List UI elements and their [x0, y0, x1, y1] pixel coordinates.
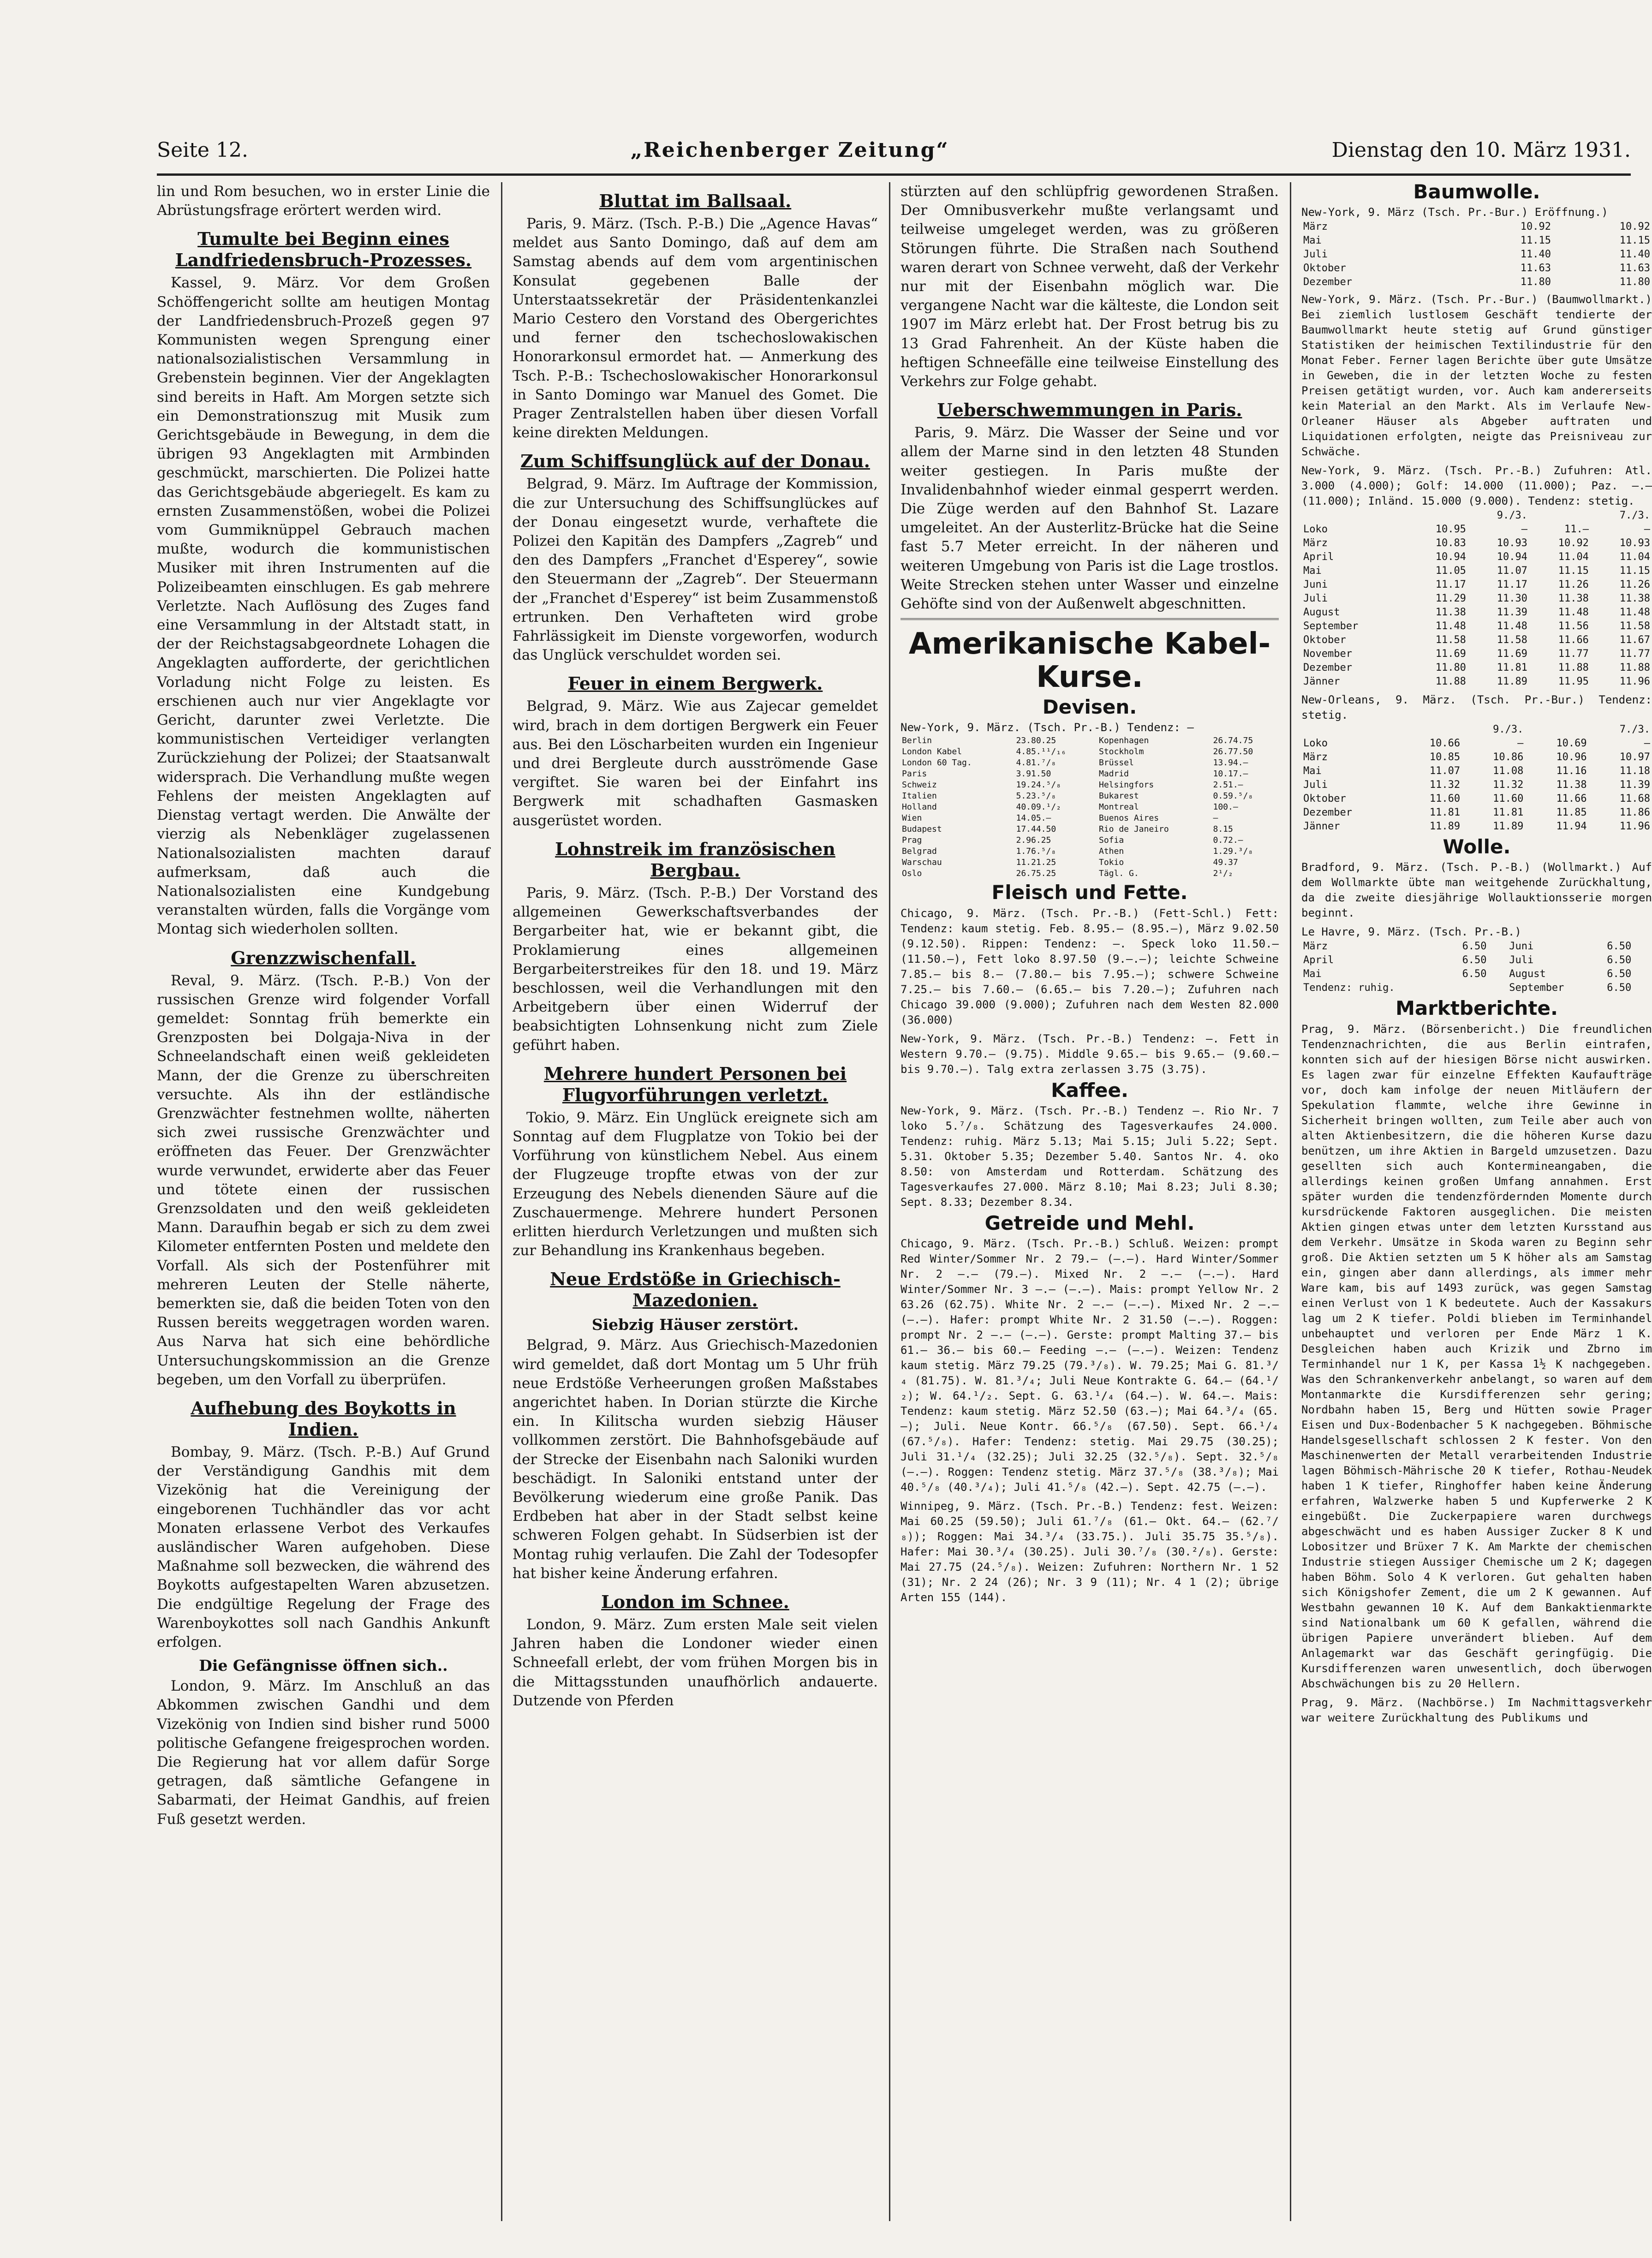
article-body: Kassel, 9. März. Vor dem Großen Schöffengericht sollte am heutigen Montag der Landfriedensbruch-Prozeß gegen 97 Kommunisten wegen Sprengung einer nationalsozialistischen Versammlung in Grebenstein beginnen. Vier der Angeklagten sind bereits in Haft. Am Morgen setzte sich ein Demonstrationszug mit Musik zum Gerichtsgebäude in Bewegung, in dem die übrigen 93 Angeklagten mit Armbinden geschmückt, marschierten. Die Polizei hatte das Gerichtsgebäude abgeriegelt. Es kam zu ernsten Zusammenstößen, wobei die Polizei vom Gummiknüppel Gebrauch machen mußte, wodurch die kommunistischen Musiker mit ihren Instrumenten auf die Polizeibeamten einschlugen. Es gab mehrere Verletzte. Nach Auflösung des Zuges fand eine Versammlung in der Altstadt statt, in der der Reichstagsabgeordnete Lohagen die Angeklagten aufforderte, der gerichtlichen Vorladung nicht Folge zu leisten. Es erschienen auch nur vier Angeklagte vor Gericht, darunter zwei Verletzte. Die kommunistischen Verteidiger verlangten Zurückziehung der Polizei; der Staatsanwalt widersprach. Die Verhandlung mußte wegen Fehlens der meisten Angeklagten auf Dienstag vertagt werden. Die Anwälte der vierzig als Nebenkläger zugelassenen Nationalsozialisten machten darauf aufmerksam, daß auch die Nationalsozialisten eine Kundgebung veranstalten würden, falls die Vorgänge vom Montag sich wiederholen sollten.: [157, 274, 490, 938]
section-title: Baumwolle.: [1413, 180, 1540, 203]
article-body: Tokio, 9. März. Ein Unglück ereignete sich am Sonntag auf dem Flugplatze von Tokio bei der Vorführung von künstlichem Nebel. Aus einem der Flugzeuge tropfte etwas von der zur Erzeugung des Nebels dienenden Säure auf die Zuschauermenge. Mehrere hundert Personen erlitten hierdurch Verletzungen und mußten sich zur Behandlung ins Krankenhaus begeben.: [513, 1109, 878, 1259]
table-cell: Oktober: [1303, 793, 1346, 805]
quote-text: New-York, 9. März. (Tsch. Pr.-B.) Zufuhren: Atl. 3.000 (4.000); Golf: 14.000 (11.000); Paz. —.— (11.000); Inländ. 15.000 (9.000). Tendenz: stetig.: [1301, 464, 1652, 508]
table-row: [901, 857, 1279, 868]
table-cell: 49.37: [1213, 858, 1238, 868]
table-cell: 11.15: [1619, 235, 1650, 247]
date-col: 7./3.: [1619, 724, 1650, 736]
table-row: [1301, 806, 1652, 820]
table-row: [901, 791, 1279, 802]
table-cell: 11.81: [1429, 807, 1461, 819]
table-row: [1301, 234, 1652, 248]
table-cell: 11.80: [1520, 276, 1551, 288]
quote-text: Chicago, 9. März. (Tsch. Pr.-B.) Schluß. Weizen: prompt Red Winter/Sommer Nr. 2 79.— (—.—). Hard Winter/Sommer Nr. 2 —.— (79.—). Mixed Nr. 2 —.— (—.—). Hard Winter/Sommer Nr. 3 —.— (—.—). Mais: prompt Yellow Nr. 2 63.26 (62.75). White Nr. 2 —.— (—.—). Mixed Nr. 2 —.— (—.—). Hafer: prompt White Nr. 2 31.50 (—.—). Roggen: prompt Nr. 2 —.— (—.—). Gerste: prompt Malting 37.— bis 61.— 36.— bis 60.— Feeding —.— (—.—). Weizen: Tendenz kaum stetig. März 79.25 (79.³/₈). W. 79.25; Mai G. 81.³/₄ (81.75). W. 81.³/₄; Juli Neue Kontrakte G. 64.— (64.¹/₂); W. 64.¹/₂. Sept. G. 63.¹/₄ (64.—). W. 64.—. Mais: Tendenz: kaum stetig. März 52.50 (63.—); Mai 64.³/₄ (65.—); Juli. Neue Kontr. 66.⁵/₈ (67.50). Sept. 66.¹/₄ (67.⁵/₈). Hafer: Tendenz: stetig. Mai 29.75 (30.25); Juli 31.¹/₄ (32.25); Juli 32.25 (32.⁵/₈). Sept. 32.⁵/₈ (—.—). Roggen: Tendenz stetig. März 37.⁵/₈ (38.³/₈); Mai 40.⁵/₈ (40.³/₄); Juli 41.⁵/₈ (42.—). Sept. 42.75 (—.—).: [901, 1237, 1279, 1494]
table-cell: 10.92: [1558, 537, 1589, 549]
table-cell: 10.92: [1619, 221, 1650, 233]
table-cell: 11.96: [1619, 821, 1650, 833]
table-row: [1301, 675, 1652, 689]
table-row: [1301, 751, 1652, 764]
table-cell: Tägl. G.: [1098, 869, 1139, 879]
table-cell: 11.17: [1435, 579, 1466, 591]
table-cell: Mai: [1303, 235, 1322, 247]
table-cell: 11.88: [1435, 676, 1466, 688]
table-cell: Dezember: [1303, 662, 1352, 674]
table-cell: 11.80: [1435, 662, 1466, 674]
table-cell: 11.15: [1520, 235, 1551, 247]
table-row: [1301, 262, 1652, 275]
table-row: [901, 868, 1279, 879]
table-cell: Juli: [1303, 779, 1328, 791]
table-cell: 1.29.³/₈: [1213, 846, 1253, 857]
table-cell: 11.15: [1558, 565, 1589, 577]
table-cell: September: [1509, 982, 1564, 994]
article-body: Belgrad, 9. März. Im Auftrage der Kommission, die zur Untersuchung des Schiffsunglückes auf der Donau eingesetzt wurde, verhaftete die Polizei den Kapitän des Dampfers „Zagreb“ und den des Dampfers „Franchet d'Esperey“, sowie den Steuermann der „Zagreb“. Der Steuermann der „Franchet d'Esperey“ ist beim Zusammenstoß ertrunken. Den Verhafteten wird grobe Fahrlässigkeit im Dienste vorgeworfen, wodurch das Unglück verschuldet worden sei.: [513, 476, 878, 664]
table-cell: 11.—: [1564, 524, 1589, 536]
table-cell: Loko: [1303, 524, 1328, 536]
section-title: Wolle.: [1443, 835, 1511, 858]
section-subtitle: Getreide und Mehl.: [984, 1211, 1195, 1234]
table-cell: 26.77.50: [1213, 747, 1253, 757]
table-cell: 11.38: [1558, 593, 1589, 605]
table-cell: November: [1303, 648, 1352, 660]
table-cell: 11.29: [1435, 593, 1466, 605]
table-row: [901, 846, 1279, 857]
table-cell: 10.94: [1435, 551, 1466, 563]
table-cell: Berlin: [902, 736, 932, 746]
article-title: Mehrere hundert Personen bei Flugvorführungen verletzt.: [543, 1063, 847, 1105]
table-cell: Schweiz: [902, 780, 937, 790]
section-title: Marktberichte.: [1396, 997, 1558, 1020]
column-3: [889, 182, 1279, 2221]
table-cell: Italien: [902, 791, 937, 801]
table-cell: Athen: [1098, 846, 1124, 857]
table-cell: Juli: [1303, 249, 1328, 261]
article-body: Paris, 9. März. Die Wasser der Seine und vor allem der Marne sind in den letzten 48 Stunden weiter gestiegen. In Paris mußte der Invalidenbahnhof wieder einmal gesperrt werden. Die Züge werden auf den Bahnhof St. Lazare umgeleitet. An der Austerlitz-Brücke hat die Seine fast 5.7 Meter erreicht. In der näheren und weiteren Umgebung von Paris ist die Lage trostlos. Weite Strecken stehen unter Wasser und einzelne Gehöfte sind von der Außenwelt abgeschnitten.: [901, 424, 1279, 613]
table-row: [1301, 820, 1652, 834]
table-cell: 11.04: [1558, 551, 1589, 563]
page-header: [157, 138, 1631, 171]
table-cell: Dezember: [1303, 276, 1352, 288]
article-body: Belgrad, 9. März. Aus Griechisch-Mazedonien wird gemeldet, daß dort Montag um 5 Uhr früh neue Erdstöße Verheerungen großen Maßstabes angerichtet haben. In Dorian stürzte die Kirche ein. In Kilitscha wurden siebzig Häuser vollkommen zerstört. Die Bahnhofsgebäude auf der Strecke der Eisenbahn nach Saloniki wurden beschädigt. In Saloniki entstand unter der Bevölkerung wiederum eine große Panik. Das Erdbeben hat aber in der Stadt selbst keine schweren Folgen gehabt. In Südserbien ist der Montag ruhig verlaufen. Die Zahl der Todesopfer hat bisher keine Änderung erfahren.: [513, 1337, 878, 1582]
table-cell: 11.77: [1619, 648, 1650, 660]
table-row: [1301, 661, 1652, 675]
table-cell: London Kabel: [902, 747, 962, 757]
table-cell: [1461, 981, 1508, 995]
table-cell: 11.39: [1619, 779, 1650, 791]
table-cell: 40.09.¹/₂: [1016, 802, 1062, 812]
article-body: Paris, 9. März. (Tsch. P.-B.) Der Vorstand des allgemeinen Gewerkschaftsverbandes der Bergarbeiter hat, wie er bekannt gibt, die Proklamierung eines allgemeinen Bergarbeiterstreikes für den 18. und 19. März beschlossen, weil die Verhandlungen mit den Arbeitgebern über einen Widerruf der beabsichtigten Lohnsenkung nicht zum Ziele geführt haben.: [513, 884, 878, 1054]
table-cell: Oktober: [1303, 634, 1346, 646]
table-cell: 1.76.⁵/₈: [1016, 846, 1056, 857]
article-subtitle: Siebzig Häuser zerstört.: [591, 1316, 799, 1334]
table-cell: 10.86: [1493, 751, 1524, 763]
article-body: stürzten auf den schlüpfrig gewordenen Straßen. Der Omnibusverkehr mußte verlangsamt und teilweise umgeleget werden, was zu größeren Störungen führte. Die Straßen nach Southend waren derart von Schnee verweht, daß der Verkehr nur mit der Eisenbahn möglich war. Die vergangene Nacht war die kälteste, die London seit 1907 im März erlebt hat. Der Frost betrug bis zu 13 Grad Fahrenheit. An der Küste haben die heftigen Schneefälle eine teilweise Einstellung des Verkehrs zur Folge gehabt.: [901, 183, 1279, 390]
table-cell: Juni: [1303, 579, 1328, 591]
section-subtitle: Devisen.: [1042, 696, 1137, 719]
table-cell: 10.92: [1520, 221, 1551, 233]
column-2: [501, 182, 878, 2221]
quote-header: New-Orleans, 9. März. (Tsch. Pr.-Bur.) Tendenz: stetig.: [1301, 693, 1652, 722]
table-cell: 11.69: [1497, 648, 1527, 660]
table-cell: —: [1517, 738, 1524, 750]
table-cell: 6.50: [1462, 954, 1487, 966]
table-cell: Prag: [902, 835, 922, 846]
article-title: London im Schnee.: [601, 1591, 789, 1612]
table-cell: 11.16: [1556, 765, 1587, 777]
quote-text: New-York, 9. März. (Tsch. Pr.-B.) Tendenz —. Rio Nr. 7 loko 5.⁷/₈. Schätzung des Tagesverkaufes 24.000. Tendenz: ruhig. März 5.13; Mai 5.15; Juli 5.22; Sept. 5.31. Oktober 5.35; Dezember 5.40. Santos Nr. 4. oko 8.50: von Amsterdam und Rotterdam. Schätzung des Tagesverkaufes 27.000. März 8.10; Mai 8.23; Juli 8.30; Sept. 8.33; Dezember 8.34.: [901, 1104, 1279, 1209]
table-cell: 2.96.25: [1016, 835, 1051, 846]
column-1: [157, 182, 490, 2221]
newspaper-title: „Reichenberger Zeitung“: [630, 138, 949, 162]
table-cell: Belgrad: [902, 846, 937, 857]
table-cell: 11.89: [1497, 676, 1527, 688]
table-cell: 11.48: [1497, 620, 1527, 632]
table-cell: 11.07: [1497, 565, 1527, 577]
table-row: [1301, 578, 1652, 592]
table-cell: Juli: [1509, 954, 1534, 966]
table-cell: 11.56: [1558, 620, 1589, 632]
table-cell: 6.50: [1607, 968, 1632, 980]
table-cell: April: [1303, 954, 1334, 966]
table-row: [1301, 536, 1652, 550]
table-cell: Buenos Aires: [1098, 813, 1159, 823]
baumwolle-newyork-table: [1301, 509, 1652, 689]
quote-text: New-York, 9. März. (Tsch. Pr.-Bur.) (Baumwollmarkt.) Bei ziemlich lustlosem Geschäft tendierte der Baumwollmarkt heute stetig auf Grund günstiger Statistiken der heimischen Textilindustrie für den Monat Feber. Ferner lagen Berichte über gute Umsätze in Geweben, die in der letzten Woche zu festen Preisen getätigt wurden, vor. Auch kam andererseits kein Material an den Markt. Als im Verlaufe New-Orleaner Häuser als Abgeber auftraten und Liquidationen erfolgten, neigte das Preisniveau zur Schwäche.: [1301, 293, 1652, 459]
table-cell: 10.66: [1429, 738, 1461, 750]
table-cell: Tendenz: ruhig.: [1303, 982, 1395, 994]
table-cell: 11.04: [1619, 551, 1650, 563]
table-cell: 11.66: [1558, 634, 1589, 646]
table-cell: Oslo: [902, 869, 922, 879]
table-row: [1301, 647, 1652, 661]
table-cell: 11.81: [1493, 807, 1524, 819]
table-cell: 11.89: [1493, 821, 1524, 833]
table-cell: 11.96: [1619, 676, 1650, 688]
article-title: Neue Erdstöße in Griechisch-Mazedonien.: [550, 1269, 841, 1311]
table-row: [1301, 592, 1652, 606]
table-cell: —: [1644, 524, 1650, 536]
table-row: [1301, 275, 1652, 289]
table-cell: 10.97: [1619, 751, 1650, 763]
table-cell: 11.68: [1619, 793, 1650, 805]
table-row: [1301, 523, 1652, 536]
table-row: [1301, 778, 1652, 792]
table-cell: 23.80.25: [1016, 736, 1056, 746]
table-cell: 2.51.—: [1213, 780, 1243, 790]
table-cell: 11.38: [1556, 779, 1587, 791]
table-cell: Stockholm: [1098, 747, 1144, 757]
quote-text: Bradford, 9. März. (Tsch. P.-B.) (Wollmarkt.) Auf dem Wollmarkte übte man weitgehende Zurückhaltung, da die zweite diesjährige Wollauktionsserie morgen beginnt.: [1301, 861, 1652, 920]
table-cell: Warschau: [902, 858, 942, 868]
table-cell: 4.85.¹¹/₁₆: [1016, 747, 1066, 757]
table-cell: 11.48: [1619, 607, 1650, 619]
article-body: London, 9. März. Zum ersten Male seit vielen Jahren haben die Londoner wieder einen Schneefall erlebt, der vom frühen Morgen bis in die Mittagsstunden unaufhörlich andauerte. Dutzende von Pferden: [513, 1616, 878, 1709]
table-cell: 100.—: [1213, 802, 1238, 812]
table-cell: 26.74.75: [1213, 736, 1253, 746]
table-row: [1301, 953, 1652, 967]
table-cell: August: [1303, 607, 1340, 619]
table-cell: 11.67: [1619, 634, 1650, 646]
table-cell: 0.72.—: [1213, 835, 1243, 846]
page-number: Seite 12.: [157, 138, 248, 162]
table-cell: Mai: [1303, 968, 1322, 980]
table-cell: 11.08: [1493, 765, 1524, 777]
table-cell: Madrid: [1098, 769, 1129, 779]
table-cell: 11.38: [1619, 593, 1650, 605]
quote-header: New-York, 9. März (Tsch. Pr.-Bur.) Eröffnung.): [1301, 206, 1608, 219]
table-cell: 3.91.50: [1016, 769, 1051, 779]
table-cell: 11.21.25: [1016, 858, 1056, 868]
table-cell: Budapest: [902, 824, 942, 834]
article-title: Aufhebung des Boykotts in Indien.: [191, 1397, 456, 1440]
table-cell: 11.07: [1429, 765, 1461, 777]
table-cell: März: [1303, 751, 1328, 763]
table-cell: 11.86: [1619, 807, 1650, 819]
table-row: [901, 735, 1279, 746]
table-row: [1301, 606, 1652, 620]
table-cell: 4.81.⁷/₈: [1016, 758, 1056, 768]
table-cell: 11.32: [1429, 779, 1461, 791]
table-row: [901, 802, 1279, 813]
table-cell: 11.85: [1556, 807, 1587, 819]
table-cell: 11.26: [1619, 579, 1650, 591]
table-cell: Bukarest: [1098, 791, 1139, 801]
table-cell: 10.69: [1556, 738, 1587, 750]
date-col: 9./3.: [1493, 724, 1524, 736]
table-cell: 10.93: [1497, 537, 1527, 549]
table-cell: 6.50: [1607, 982, 1632, 994]
table-cell: Brüssel: [1098, 758, 1134, 768]
table-cell: 11.89: [1429, 821, 1461, 833]
table-cell: 10.17.—: [1213, 769, 1248, 779]
baumwolle-orleans-table: [1301, 723, 1652, 834]
table-cell: 11.05: [1435, 565, 1466, 577]
table-cell: 11.48: [1435, 620, 1466, 632]
table-cell: 11.39: [1497, 607, 1527, 619]
quote-header: Le Havre, 9. März. (Tsch. Pr.-B.): [1301, 925, 1521, 939]
table-cell: 11.58: [1619, 620, 1650, 632]
table-cell: 11.63: [1520, 262, 1551, 274]
table-cell: 11.32: [1493, 779, 1524, 791]
table-cell: 6.50: [1462, 968, 1487, 980]
table-cell: —: [1521, 524, 1527, 536]
table-cell: 11.94: [1556, 821, 1587, 833]
article-title: Grenzzwischenfall.: [231, 947, 416, 968]
table-cell: 11.60: [1429, 793, 1461, 805]
date-col: 7./3.: [1619, 510, 1650, 522]
section-subtitle: Kaffee.: [1051, 1078, 1128, 1102]
table-cell: 11.88: [1619, 662, 1650, 674]
table-cell: März: [1303, 537, 1328, 549]
table-row: [1301, 620, 1652, 633]
table-cell: 11.69: [1435, 648, 1466, 660]
quote-text: Chicago, 9. März. (Tsch. Pr.-B.) (Fett-Schl.) Fett: Tendenz: kaum stetig. Feb. 8.95.— (8.95.—), März 9.02.50 (9.12.50). Rippen: Tendenz: —. Speck loko 11.50.— (11.50.—), Fett loko 8.97.50 (9.—.—); leichte Schweine 7.85.— bis 8.— (7.80.— bis 7.95.—); schwere Schweine 7.25.— bis 7.60.— (6.65.— bis 7.20.—); Zufuhren nach Chicago 39.000 (9.000); Zufuhren nach dem Westen 82.000 (36.000): [901, 906, 1279, 1026]
table-cell: Wien: [902, 813, 922, 823]
table-cell: 11.60: [1493, 793, 1524, 805]
table-cell: April: [1303, 551, 1334, 563]
table-row: [1301, 248, 1652, 262]
article-body: London, 9. März. Im Anschluß an das Abkommen zwischen Gandhi und dem Vizekönig von Indien sind bisher rund 5000 politische Gefangene freigesprochen worden. Die Regierung hat vor allem dafür Sorge getragen, daß sämtliche Gefangene in Sabarmati, der Heimat Gandhis, auf freien Fuß gesetzt werden.: [157, 1678, 490, 1828]
table-cell: London 60 Tag.: [902, 758, 972, 768]
table-cell: Helsingfors: [1098, 780, 1154, 790]
table-row: [901, 769, 1279, 780]
table-row: [901, 757, 1279, 769]
quote-text: Winnipeg, 9. März. (Tsch. Pr.-B.) Tendenz: fest. Weizen: Mai 60.25 (59.50); Juli 61.⁷/₈ (61.— Okt. 64.— (62.⁷/₈)); Roggen: Mai 34.³/₄ (33.75.). Juli 35.75 35.⁵/₈). Hafer: Mai 30.³/₄ (30.25). Juli 30.⁷/₈ (30.²/₈). Gerste: Mai 27.75 (24.⁵/₈). Weizen: Zufuhren: Northern Nr. 1 52 (31); Nr. 2 24 (26); Nr. 3 9 (11); Nr. 4 1 (2); übrige Arten 155 (144).: [901, 1500, 1279, 1604]
date-col: 9./3.: [1497, 510, 1527, 522]
section-subtitle: Fleisch und Fette.: [991, 881, 1188, 904]
table-cell: 11.30: [1497, 593, 1527, 605]
table-row: [1301, 940, 1652, 953]
article-title: Ueberschwemmungen in Paris.: [937, 399, 1242, 421]
table-cell: 11.38: [1435, 607, 1466, 619]
table-cell: Jänner: [1303, 676, 1340, 688]
table-cell: 11.63: [1619, 262, 1650, 274]
article-body: Bombay, 9. März. (Tsch. P.-B.) Auf Grund der Verständigung Gandhis mit dem Vizekönig hat die Vereinigung der eingeborenen Tuchhändler das vor acht Monaten erlassene Verbot des Verkaufes ausländischer Waren aufgehoben. Diese Maßnahme soll bezwecken, die während des Boykotts aufgestapelten Waren abzusetzen. Die endgültige Regelung der Frage des Warenboykottes soll nach Gandhis Ankunft erfolgen.: [157, 1443, 490, 1651]
table-cell: 10.95: [1435, 524, 1466, 536]
table-cell: 13.94.—: [1213, 758, 1248, 768]
table-cell: 11.40: [1619, 249, 1650, 261]
table-cell: 11.66: [1556, 793, 1587, 805]
table-cell: Mai: [1303, 565, 1322, 577]
quote-header: New-York, 9. März. (Tsch. Pr.-B.) Tendenz: —: [901, 721, 1194, 734]
article-body: Reval, 9. März. (Tsch. P.-B.) Von der russischen Grenze wird folgender Vorfall gemeldet: Sonntag früh bemerkte ein Grenzposten bei Dolgaja-Niva in der Schneelandschaft einen weiß gekleideten Mann, der die Grenze zu überschreiten versuchte. Als ihn der estländische Grenzwächter festnehmen wollte, näherten sich zwei russische Grenzwächter und eröffneten das Feuer. Der Grenzwächter wurde verwundet, erwiderte aber das Feuer und tötete einen der russischen Grenzsoldaten und den weiß gekleideten Mann. Daraufhin begab er sich zu dem zwei Kilometer entfernten Posten und meldete den Vorfall. Als sich der Postenführer mit mehreren Leuten der Stelle näherte, bemerkten sie, daß die beiden Toten von den Russen bereits weggetragen worden waren. Aus Narva hat sich eine behördliche Untersuchungskommission an die Grenze begeben, um den Vorfall zu überprüfen.: [157, 972, 490, 1388]
table-cell: 11.48: [1558, 607, 1589, 619]
table-cell: Jänner: [1303, 821, 1340, 833]
article-title: Lohnstreik im französischen Bergbau.: [555, 838, 835, 881]
table-cell: Juni: [1509, 941, 1534, 953]
table-cell: März: [1303, 941, 1328, 953]
table-cell: Sofia: [1098, 835, 1124, 846]
article-subtitle: Die Gefängnisse öffnen sich..: [199, 1656, 448, 1675]
table-cell: 10.83: [1435, 537, 1466, 549]
table-cell: 2¹/₂: [1213, 869, 1233, 879]
article-title: Bluttat im Ballsaal.: [599, 191, 792, 211]
table-cell: Kopenhagen: [1098, 736, 1149, 746]
table-cell: Dezember: [1303, 807, 1352, 819]
article-title: Feuer in einem Bergwerk.: [567, 673, 823, 694]
quote-text: Prag, 9. März. (Nachbörse.) Im Nachmittagsverkehr war weitere Zurückhaltung des Publikums und: [1301, 1696, 1652, 1724]
article-title: Tumulte bei Beginn eines Landfriedensbruch-Prozesses.: [175, 228, 472, 271]
table-cell: —: [1213, 813, 1218, 823]
table-cell: Loko: [1303, 738, 1328, 750]
havre-table: [1301, 940, 1652, 995]
section-rule: [901, 618, 1279, 620]
table-cell: Holland: [902, 802, 937, 812]
table-row: [1301, 550, 1652, 564]
continued-text: lin und Rom besuchen, wo in erster Linie die Abrüstungsfrage erörtert werden wird.: [157, 183, 490, 219]
table-cell: 11.77: [1558, 648, 1589, 660]
column-4: [1290, 182, 1652, 2221]
table-cell: 11.58: [1497, 634, 1527, 646]
table-cell: 14.05.—: [1016, 813, 1051, 823]
table-row: [901, 780, 1279, 791]
table-row: [901, 824, 1279, 835]
table-cell: 17.44.50: [1016, 824, 1056, 834]
table-cell: 11.17: [1497, 579, 1527, 591]
table-cell: Paris: [902, 769, 927, 779]
table-row: [1301, 564, 1652, 578]
table-cell: 11.95: [1558, 676, 1589, 688]
table-cell: Oktober: [1303, 262, 1346, 274]
table-cell: 10.94: [1497, 551, 1527, 563]
table-cell: 19.24.⁵/₈: [1016, 780, 1062, 790]
header-rule: [157, 173, 1631, 176]
table-cell: 11.40: [1520, 249, 1551, 261]
quote-text: New-York, 9. März. (Tsch. Pr.-B.) Tendenz: —. Fett in Western 9.70.— (9.75). Middle 9.65.— bis 9.65.— (9.60.— bis 9.70.—). Talg extra zerlassen 3.75 (3.75).: [901, 1032, 1279, 1076]
table-cell: 8.15: [1213, 824, 1233, 834]
table-row: [901, 746, 1279, 757]
table-cell: 11.26: [1558, 579, 1589, 591]
table-row: [901, 835, 1279, 846]
table-cell: 26.75.25: [1016, 869, 1056, 879]
table-cell: 6.50: [1462, 941, 1487, 953]
issue-date: Dienstag den 10. März 1931.: [1331, 138, 1631, 162]
table-cell: Tokio: [1098, 858, 1124, 868]
table-row: [1301, 981, 1652, 995]
table-cell: März: [1303, 221, 1328, 233]
table-cell: 10.96: [1556, 751, 1587, 763]
table-cell: 6.50: [1607, 954, 1632, 966]
devisen-table: [901, 735, 1279, 879]
table-cell: —: [1644, 738, 1650, 750]
table-cell: 10.85: [1429, 751, 1461, 763]
columns: [157, 180, 1652, 2221]
table-cell: Rio de Janeiro: [1098, 824, 1169, 834]
table-cell: 11.88: [1558, 662, 1589, 674]
table-cell: 5.23.⁵/₈: [1016, 791, 1056, 801]
table-row: [1301, 220, 1652, 234]
table-row: [1301, 633, 1652, 647]
table-row: [1301, 967, 1652, 981]
article-title: Zum Schiffsunglück auf der Donau.: [520, 451, 870, 472]
baumwolle-opening-table: [1301, 220, 1652, 289]
quote-text: Prag, 9. März. (Börsenbericht.) Die freundlichen Tendenznachrichten, die aus Berlin eintrafen, konnten sich auf der hiesigen Börse nicht auswirken. Es lagen zwar für einzelne Effekten Kaufaufträge vor, doch kam infolge der neuen Mitläufern der Spekulation flammte, welche ihre Gewinne in Sicherheit bringen wollten, zum Teile aber auch von alten Aktienbesitzern, die die höheren Kurse dazu benützen, um ihre Aktien in Bargeld umzusetzen. Dazu gesellten sich auch Kontermineangaben, die allerdings keinen großen Umfang annahmen. Erst später wurden die tendenzfördernden Momente durch kursdrückende Faktoren ausgeglichen. Die meisten Aktien gingen etwas unter dem letzten Kursstand aus dem Verkehr. Umsätze in Skoda waren zu Beginn sehr groß. Die Aktien setzten um 5 K höher als am Samstag ein, gingen aber dann allerdings, als immer mehr Ware kam, bis auf 1493 zurück, was gegen Samstag einen Verlust von 1 K bedeutete. Auch der Kassakurs lag um 2 K tiefer. Poldi blieben im Terminhandel unbehauptet und verloren per Ende März 1 K. Desgleichen haben auch Krizik und Zbrno im Terminhandel nur 1 K, per Kassa 1½ K nachgegeben. Was den Schrankenverkehr anbelangt, so waren auf dem Montanmarkte die Kursdifferenzen sehr gering; Nordbahn haben 15, Berg und Hütten sowie Prager Eisen und Dux-Bodenbacher 5 K nachgegeben. Böhmische Handelsgesellschaft schlossen 2 K fester. Von den Maschinenwerten der Metall verarbeitenden Industrie lagen Böhmisch-Mährische 20 K tiefer, Rothau-Neudek haben 1 K tiefer, Ringhoffer haben keine Änderung erfahren, Walzwerke haben 5 und Kupferwerke 2 K eingebüßt. Die Zuckerpapiere waren durchwegs abgeschwächt und es haben Aussiger Zucker 8 K und Lobositzer und Brüxer 7 K. Am Markte der chemischen Industrie stiegen Aussiger Chemische um 2 K; dagegen haben Böhm. Solo 4 K verloren. Gut gehalten haben sich Königshofer Zement, die um 2 K gewannen. Auf Westbahn gewannen 10 K. Auf dem Bankaktienmarkte sind Nationalbank um 60 K gefallen, während die übrigen Papiere unverändert blieben. Auf dem Anlagemarkt war das Geschäft geringfügig. Die Kursdifferenzen waren unwesentlich, doch überwogen Abschwächungen bis zu 20 Hellern.: [1301, 1022, 1652, 1690]
table-cell: Montreal: [1098, 802, 1139, 812]
table-cell: 10.93: [1619, 537, 1650, 549]
table-row: [1301, 764, 1652, 778]
table-cell: September: [1303, 620, 1359, 632]
article-body: Belgrad, 9. März. Wie aus Zajecar gemeldet wird, brach in dem dortigen Bergwerk ein Feuer aus. Bei den Löscharbeiten wurden ein Ingenieur und drei Bergleute durch ausströmende Gase vergiftet. Sie waren bei der Einfahrt ins Bergwerk mit schadhaften Gasmasken ausgerüstet worden.: [513, 698, 878, 829]
article-body: Paris, 9. März. (Tsch. P.-B.) Die „Agence Havas“ meldet aus Santo Domingo, daß auf dem am Samstag abends auf dem vom argentinischen Konsulat gegebenen Balle der Unterstaatssekretär der Präsidentenkanzlei Mario Cestero den Vorstand des Obergerichtes und ferner den tschechoslowakischen Honorarkonsul ermordet hat. — Anmerkung des Tsch. P.-B.: Tschechoslowakischer Honorarkonsul in Santo Domingo war Manuel des Gomet. Die Prager Zentralstellen haben über diesen Vorfall keine direkten Meldungen.: [513, 215, 878, 441]
table-cell: 11.81: [1497, 662, 1527, 674]
table-row: [1301, 792, 1652, 806]
table-cell: 11.58: [1435, 634, 1466, 646]
table-cell: Juli: [1303, 593, 1328, 605]
table-cell: 11.15: [1619, 565, 1650, 577]
table-cell: 11.80: [1619, 276, 1650, 288]
table-cell: 6.50: [1607, 941, 1632, 953]
table-cell: August: [1509, 968, 1546, 980]
table-cell: 0.59.⁵/₈: [1213, 791, 1253, 801]
table-row: [901, 813, 1279, 824]
table-cell: Mai: [1303, 765, 1322, 777]
table-row: [1301, 737, 1652, 751]
table-cell: 11.18: [1619, 765, 1650, 777]
section-title: Amerikanische Kabel-Kurse.: [908, 627, 1271, 695]
